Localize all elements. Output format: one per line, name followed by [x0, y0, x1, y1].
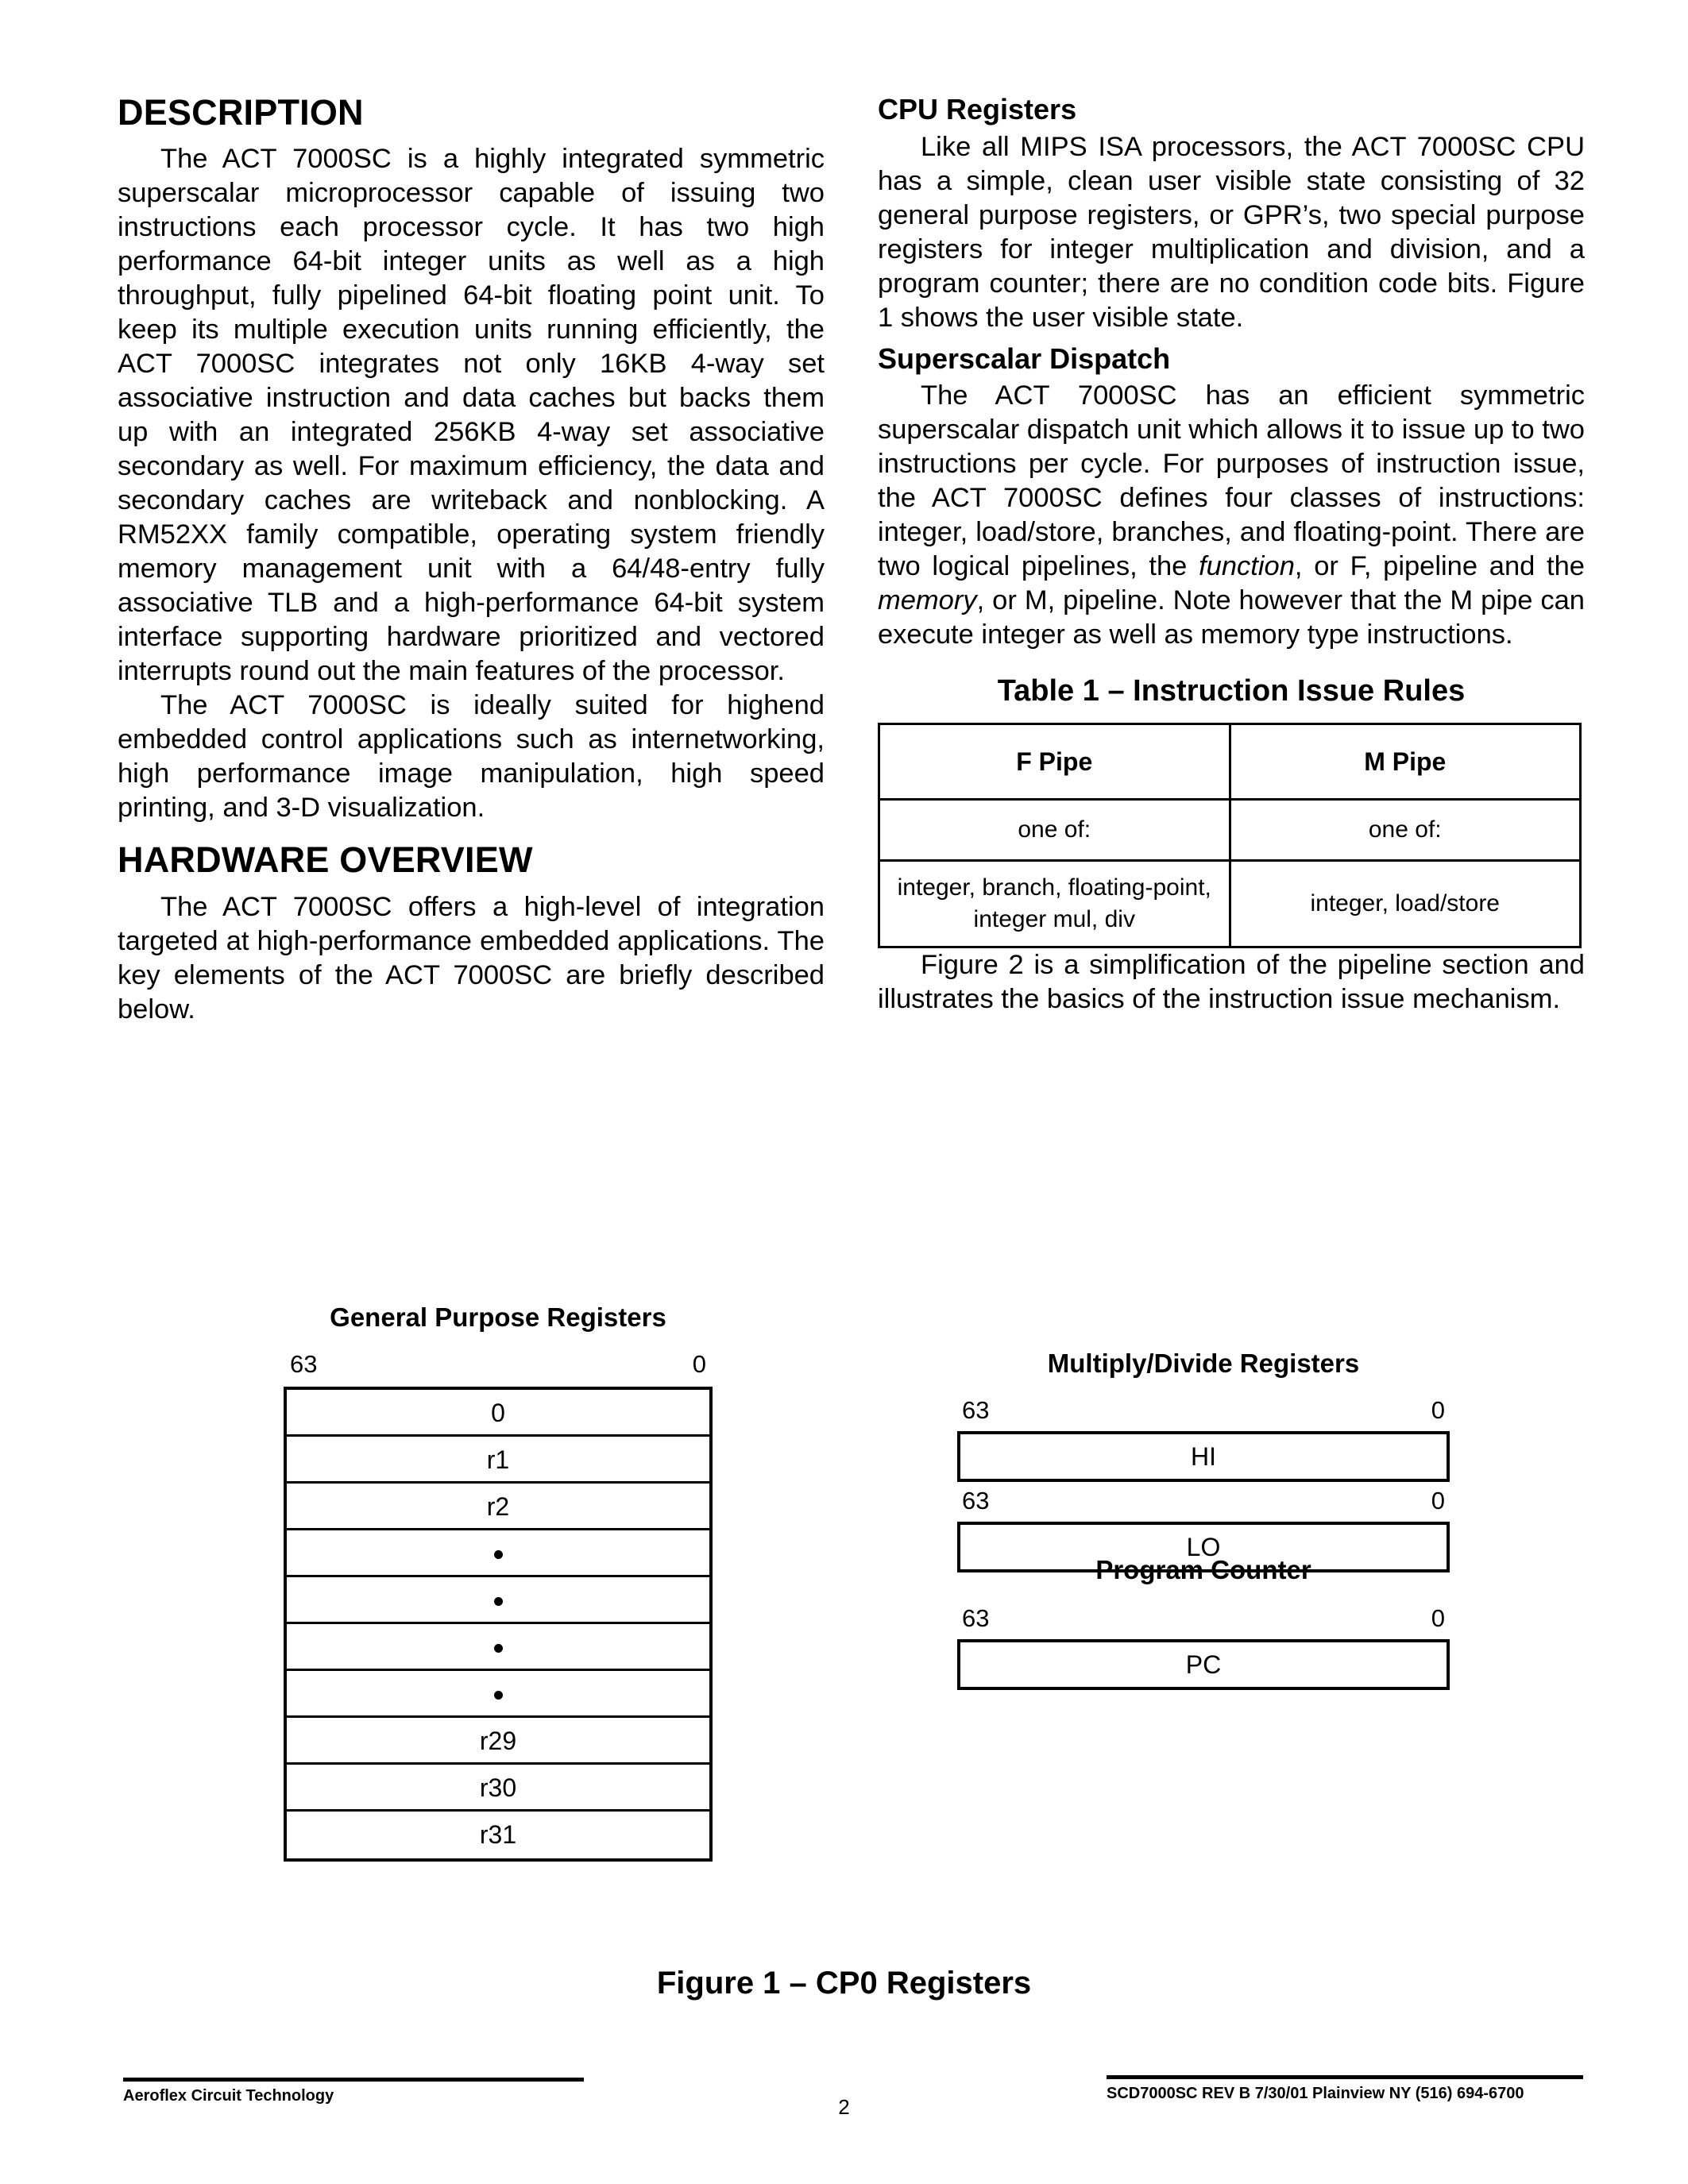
program-counter-title: Program Counter: [1095, 1555, 1311, 1584]
paragraph-hardware-overview: The ACT 7000SC offers a high-level of integration targeted at high-performance embedded applications. The key elements of the ACT 7000SC are briefly described below.: [118, 891, 825, 1024]
gpr-register-box: [284, 1387, 713, 1862]
gpr-cell: r29: [287, 1718, 709, 1765]
table-cell-m-instructions: integer, load/store: [1230, 861, 1581, 947]
table-caption: Table 1 – Instruction Issue Rules: [997, 674, 1466, 708]
table-row: [879, 800, 1581, 861]
lo-bit-low: 0: [1431, 1487, 1445, 1515]
gpr-cell: r1: [287, 1437, 709, 1484]
gpr-cell: 0: [287, 1390, 709, 1437]
gpr-cell-ellipsis: [287, 1671, 709, 1718]
ellipsis-dot-icon: [494, 1691, 503, 1700]
lo-bit-labels: [957, 1487, 1450, 1515]
page-number: 2: [838, 2095, 850, 2119]
general-purpose-registers-block: [284, 1302, 713, 1862]
hi-bit-low: 0: [1431, 1396, 1445, 1424]
dispatch-italic-function: function: [1199, 551, 1295, 582]
gpr-bit-labels: [284, 1350, 713, 1379]
heading-cpu-registers: CPU Registers: [878, 93, 1077, 125]
table-cell-m-one-of: one of:: [1230, 800, 1581, 861]
multiply-divide-title: Multiply/Divide Registers: [1047, 1349, 1360, 1378]
gpr-title: General Purpose Registers: [330, 1302, 666, 1332]
gpr-bit-low: 0: [692, 1350, 706, 1378]
pc-register-box: [957, 1639, 1450, 1690]
gpr-cell-ellipsis: [287, 1624, 709, 1671]
heading-description: DESCRIPTION: [118, 92, 364, 133]
program-counter-block: [957, 1555, 1450, 1690]
figure-1-caption: Figure 1 – CP0 Registers: [656, 1966, 1032, 2001]
instruction-issue-rules-table: [878, 723, 1582, 948]
table-header-f-pipe: F Pipe: [879, 724, 1230, 800]
pc-register-cell: PC: [1185, 1650, 1222, 1679]
lo-register-cell: LO: [1186, 1533, 1221, 1561]
heading-hardware-overview: HARDWARE OVERVIEW: [118, 839, 533, 881]
paragraph-description-1: The ACT 7000SC is a highly integrated symmetric superscalar microprocessor capable of issuing two instructions each processor cycle. It has two high performance 64-bit integer units as well as a high throughput, fully pipelined 64-bit floating point unit. To keep its multiple execution units running efficiently, the ACT 7000SC integrates not only 16KB 4-way set associative instruction and data caches but backs them up with an integrated 256KB 4-way set associative secondary as well. For maximum efficiency, the data and secondary caches are writeback and nonblocking. A RM52XX family compatible, operating system friendly memory management unit with a 64/48-entry fully associative TLB and a high-performance 64-bit system interface supporting hardware prioritized and vectored interrupts round out the main features of the processor.: [118, 144, 825, 687]
paragraph-description-2: The ACT 7000SC is ideally suited for highend embedded control applications such as internetworking, high performance image manipulation, high speed printing, and 3-D visualization.: [118, 690, 825, 824]
table-header-m-pipe: M Pipe: [1230, 724, 1581, 800]
table-cell-f-one-of: one of:: [879, 800, 1230, 861]
paragraph-superscalar-dispatch: [878, 379, 1585, 652]
hi-register-cell: HI: [1191, 1442, 1216, 1471]
gpr-cell-ellipsis: [287, 1530, 709, 1577]
hi-bit-labels: [957, 1396, 1450, 1425]
pc-bit-low: 0: [1431, 1604, 1445, 1632]
paragraph-figure2-note: Figure 2 is a simplification of the pipeline section and illustrates the basics of the instruction issue mechanism.: [878, 950, 1585, 1015]
footer-document-id: SCD7000SC REV B 7/30/01 Plainview NY (516) 694-6700: [1107, 2085, 1524, 2102]
dispatch-text-part-3: , or M, pipeline. Note however that the M pipe can execute integer as well as memory type instructions.: [878, 585, 1585, 650]
table-row: [879, 861, 1581, 947]
left-column: [118, 94, 825, 1027]
pc-bit-labels: [957, 1604, 1450, 1633]
dispatch-text-part-1: The ACT 7000SC has an efficient symmetric superscalar dispatch unit which allows it to issue up to two instructions per cycle. For purposes of instruction issue, the ACT 7000SC defines four classes of instructions: integer, load/store, branches, and floating-point. There are two logical pipelines, the: [878, 380, 1585, 582]
heading-superscalar-dispatch: Superscalar Dispatch: [878, 341, 1171, 375]
gpr-cell: r30: [287, 1765, 709, 1812]
ellipsis-dot-icon: [494, 1597, 503, 1606]
ellipsis-dot-icon: [494, 1550, 503, 1559]
dispatch-text-part-2: , or F, pipeline and the: [1294, 551, 1585, 582]
ellipsis-dot-icon: [494, 1644, 503, 1653]
footer-rule-left: [123, 2078, 584, 2082]
hi-register-box: [957, 1431, 1450, 1482]
gpr-cell: r2: [287, 1484, 709, 1530]
table-header-row: [879, 724, 1581, 800]
right-column: [878, 94, 1585, 1017]
figure-1-diagram: [0, 1302, 1688, 1938]
dispatch-italic-memory: memory: [878, 585, 977, 616]
footer-rule-right: [1107, 2075, 1583, 2079]
lo-bit-high: 63: [962, 1487, 990, 1515]
footer-right: [1107, 2075, 1583, 2105]
gpr-bit-high: 63: [290, 1350, 318, 1378]
multiply-divide-registers-block: [957, 1349, 1450, 1572]
gpr-cell: r31: [479, 1820, 517, 1849]
gpr-cell-ellipsis: [287, 1577, 709, 1624]
table-cell-f-instructions: integer, branch, floating-point, integer mul, div: [879, 861, 1230, 947]
pc-bit-high: 63: [962, 1604, 990, 1632]
hi-bit-high: 63: [962, 1396, 990, 1424]
paragraph-cpu-registers: Like all MIPS ISA processors, the ACT 7000SC CPU has a simple, clean user visible state consisting of 32 general purpose registers, or GPR’s, two special purpose registers for integer multiplication and division, and a program counter; there are no condition code bits. Figure 1 shows the user visible state.: [878, 131, 1585, 333]
footer-company-name: Aeroflex Circuit Technology: [123, 2087, 334, 2105]
